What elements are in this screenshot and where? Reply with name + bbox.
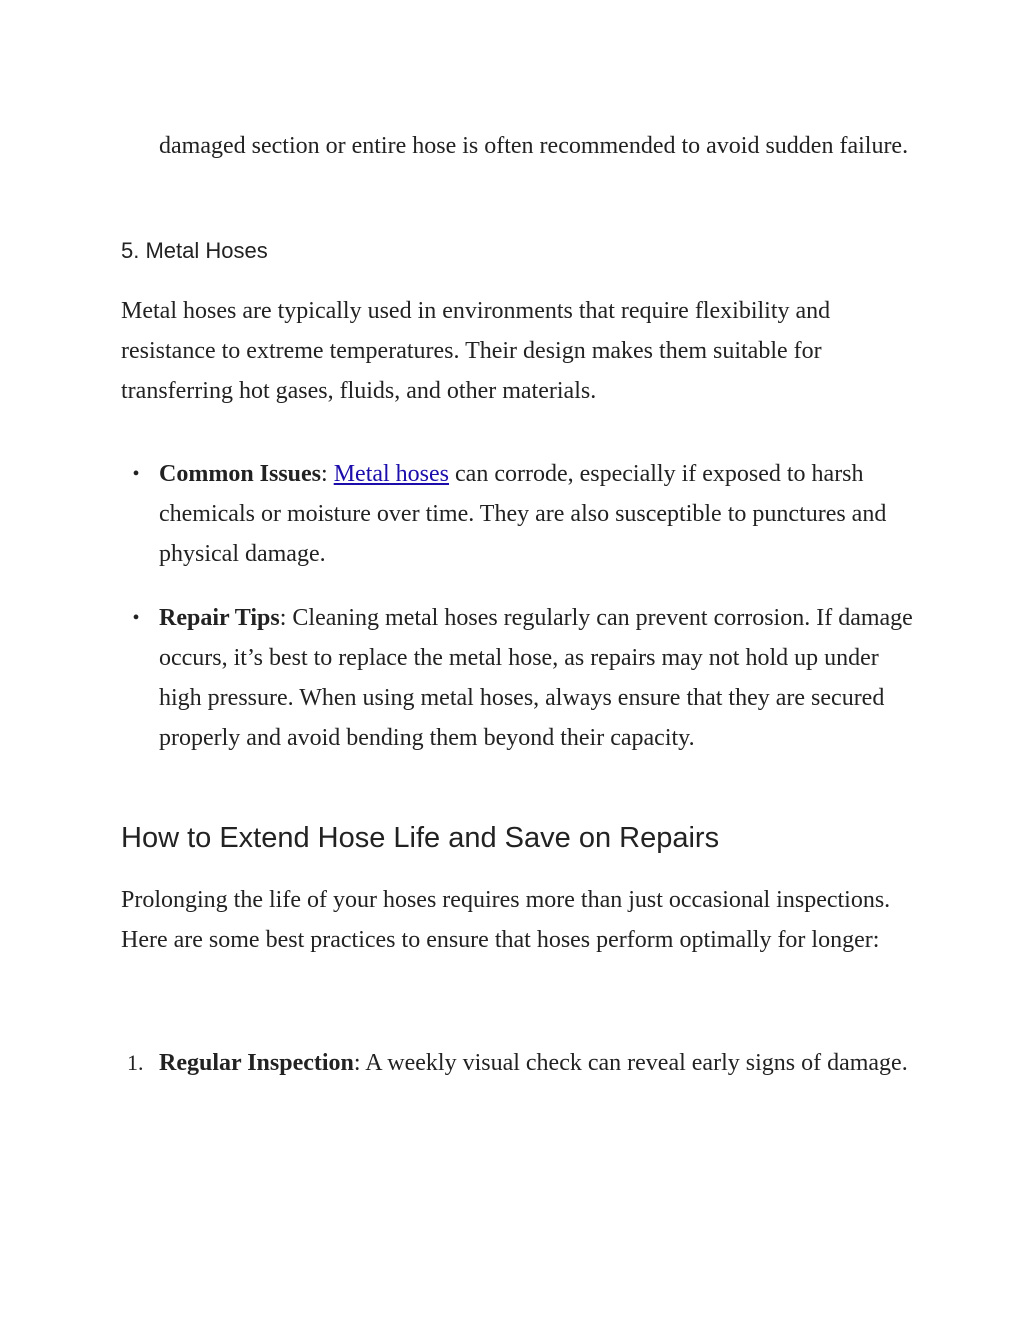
list-item-common-issues (132, 454, 919, 574)
metal-hoses-list (132, 454, 919, 758)
metal-hoses-intro: Metal hoses are typically used in environments that require flexibility and resistance to extreme temperatures. Their design makes them suitable for transferring hot gases, fluids, and other materials. (121, 298, 831, 404)
item-separator: : (279, 605, 293, 631)
metal-hoses-heading: 5. Metal Hoses (121, 238, 268, 263)
item-label: Common Issues (159, 461, 322, 487)
list-number: 1. (127, 1050, 144, 1075)
item-label: Repair Tips (159, 605, 280, 631)
list-item-repair-tips (132, 598, 919, 758)
item-text: Cleaning metal hoses regularly can prevent corrosion. If damage occurs, it’s best to replace the metal hose, as repairs may not hold up under high pressure. When using metal hoses, always ensure that they are secured properly and avoid bending them beyond their capacity. (159, 605, 913, 751)
best-practices-list (127, 1043, 919, 1083)
item-text: A weekly visual check can reveal early signs of damage. (365, 1050, 908, 1076)
item-separator: : (353, 1050, 366, 1076)
metal-hoses-link[interactable]: Metal hoses (333, 461, 450, 487)
extend-hose-life-heading: How to Extend Hose Life and Save on Repairs (121, 822, 720, 854)
item-separator: : (321, 461, 334, 487)
continuation-paragraph: damaged section or entire hose is often recommended to avoid sudden failure. (159, 133, 909, 159)
list-item-regular-inspection (127, 1043, 919, 1083)
extend-hose-life-intro: Prolonging the life of your hoses requires more than just occasional inspections. Here are some best practices to ensure that hoses perform optimally for longer: (121, 887, 891, 953)
bullet-icon: • (132, 607, 140, 629)
item-text: can corrode, especially if exposed to harsh chemicals or moisture over time. They are also susceptible to punctures and physical damage. (159, 461, 887, 567)
bullet-icon: • (132, 463, 140, 485)
item-label: Regular Inspection (159, 1050, 354, 1076)
